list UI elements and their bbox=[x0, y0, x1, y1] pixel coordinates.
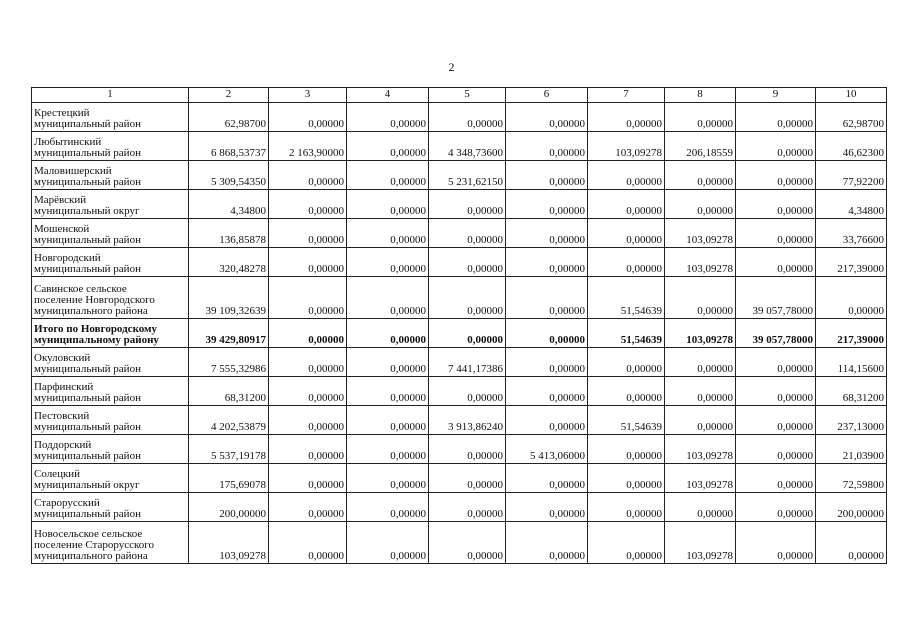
cell-col-8: 0,00000 bbox=[665, 277, 736, 319]
cell-col-7: 0,00000 bbox=[588, 248, 665, 277]
row-name-line: Новгородский bbox=[34, 252, 101, 264]
cell-col-7: 51,54639 bbox=[588, 319, 665, 348]
cell-col-7: 0,00000 bbox=[588, 377, 665, 406]
cell-col-2: 7 555,32986 bbox=[189, 348, 269, 377]
cell-col-2: 6 868,53737 bbox=[189, 132, 269, 161]
cell-col-7: 103,09278 bbox=[588, 132, 665, 161]
cell-col-6: 0,00000 bbox=[506, 348, 588, 377]
cell-col-5: 0,00000 bbox=[429, 248, 506, 277]
row-name-line: муниципальный район bbox=[34, 450, 141, 462]
cell-col-7: 0,00000 bbox=[588, 522, 665, 564]
table-row bbox=[32, 435, 887, 464]
column-header-5: 5 bbox=[429, 88, 506, 103]
row-name-line: Любытинский bbox=[34, 136, 102, 148]
total-row bbox=[32, 319, 887, 348]
cell-col-4: 0,00000 bbox=[347, 406, 429, 435]
table-row bbox=[32, 493, 887, 522]
cell-col-3: 0,00000 bbox=[269, 464, 347, 493]
cell-col-5: 7 441,17386 bbox=[429, 348, 506, 377]
table-row bbox=[32, 406, 887, 435]
cell-col-5: 0,00000 bbox=[429, 277, 506, 319]
cell-col-6: 5 413,06000 bbox=[506, 435, 588, 464]
cell-col-4: 0,00000 bbox=[347, 435, 429, 464]
cell-col-6: 0,00000 bbox=[506, 277, 588, 319]
cell-col-4: 0,00000 bbox=[347, 248, 429, 277]
row-name-line: муниципальный округ bbox=[34, 205, 140, 217]
cell-col-8: 0,00000 bbox=[665, 161, 736, 190]
row-name bbox=[32, 435, 189, 464]
table-row bbox=[32, 103, 887, 132]
cell-col-4: 0,00000 bbox=[347, 522, 429, 564]
row-name bbox=[32, 248, 189, 277]
cell-col-8: 103,09278 bbox=[665, 435, 736, 464]
table-row bbox=[32, 377, 887, 406]
cell-col-6: 0,00000 bbox=[506, 493, 588, 522]
cell-col-2: 62,98700 bbox=[189, 103, 269, 132]
cell-col-5: 0,00000 bbox=[429, 377, 506, 406]
cell-col-3: 0,00000 bbox=[269, 406, 347, 435]
row-name-line: муниципальный район bbox=[34, 118, 141, 130]
cell-col-5: 0,00000 bbox=[429, 464, 506, 493]
cell-col-9: 0,00000 bbox=[736, 348, 816, 377]
cell-col-9: 39 057,78000 bbox=[736, 319, 816, 348]
cell-col-10: 62,98700 bbox=[816, 103, 887, 132]
row-name-line: муниципальный округ bbox=[34, 479, 140, 491]
column-header-2: 2 bbox=[189, 88, 269, 103]
row-name-line: Новосельское сельское bbox=[34, 528, 143, 540]
cell-col-3: 0,00000 bbox=[269, 348, 347, 377]
column-header-8: 8 bbox=[665, 88, 736, 103]
cell-col-10: 77,92200 bbox=[816, 161, 887, 190]
cell-col-2: 5 309,54350 bbox=[189, 161, 269, 190]
cell-col-5: 0,00000 bbox=[429, 522, 506, 564]
row-name-line: Савинское сельское bbox=[34, 283, 127, 295]
cell-col-6: 0,00000 bbox=[506, 190, 588, 219]
cell-col-8: 103,09278 bbox=[665, 464, 736, 493]
cell-col-2: 68,31200 bbox=[189, 377, 269, 406]
cell-col-9: 0,00000 bbox=[736, 103, 816, 132]
cell-col-10: 68,31200 bbox=[816, 377, 887, 406]
cell-col-2: 175,69078 bbox=[189, 464, 269, 493]
cell-col-7: 0,00000 bbox=[588, 190, 665, 219]
cell-col-4: 0,00000 bbox=[347, 190, 429, 219]
cell-col-10: 4,34800 bbox=[816, 190, 887, 219]
table-row bbox=[32, 248, 887, 277]
cell-col-8: 0,00000 bbox=[665, 493, 736, 522]
cell-col-7: 51,54639 bbox=[588, 406, 665, 435]
cell-col-5: 0,00000 bbox=[429, 319, 506, 348]
row-name bbox=[32, 132, 189, 161]
cell-col-2: 136,85878 bbox=[189, 219, 269, 248]
cell-col-2: 320,48278 bbox=[189, 248, 269, 277]
cell-col-3: 0,00000 bbox=[269, 103, 347, 132]
row-name-line: Старорусский bbox=[34, 497, 100, 509]
page-number: 2 bbox=[448, 60, 455, 74]
cell-col-6: 0,00000 bbox=[506, 377, 588, 406]
table-body bbox=[32, 103, 887, 564]
cell-col-7: 0,00000 bbox=[588, 103, 665, 132]
row-name-line: Крестецкий bbox=[34, 107, 90, 119]
row-name bbox=[32, 219, 189, 248]
cell-col-4: 0,00000 bbox=[347, 161, 429, 190]
cell-col-10: 46,62300 bbox=[816, 132, 887, 161]
cell-col-9: 39 057,78000 bbox=[736, 277, 816, 319]
cell-col-9: 0,00000 bbox=[736, 377, 816, 406]
row-name-line: Поддорский bbox=[34, 439, 92, 451]
budget-table bbox=[31, 87, 887, 564]
cell-col-4: 0,00000 bbox=[347, 319, 429, 348]
table-row bbox=[32, 464, 887, 493]
cell-col-8: 103,09278 bbox=[665, 219, 736, 248]
cell-col-3: 0,00000 bbox=[269, 522, 347, 564]
table-row bbox=[32, 348, 887, 377]
cell-col-9: 0,00000 bbox=[736, 522, 816, 564]
row-name-line: Маловишерский bbox=[34, 165, 112, 177]
cell-col-3: 0,00000 bbox=[269, 493, 347, 522]
row-name-line: муниципальный район bbox=[34, 421, 141, 433]
row-name-line: Мошенской bbox=[34, 223, 90, 235]
cell-col-5: 3 913,86240 bbox=[429, 406, 506, 435]
row-name bbox=[32, 277, 189, 319]
cell-col-9: 0,00000 bbox=[736, 190, 816, 219]
row-name-line: муниципального района bbox=[34, 305, 148, 317]
row-name bbox=[32, 319, 189, 348]
cell-col-10: 0,00000 bbox=[816, 277, 887, 319]
cell-col-3: 2 163,90000 bbox=[269, 132, 347, 161]
row-name-line: поселение Старорусского bbox=[34, 539, 154, 551]
cell-col-4: 0,00000 bbox=[347, 132, 429, 161]
row-name-line: муниципальный район bbox=[34, 176, 141, 188]
row-name bbox=[32, 377, 189, 406]
table-row bbox=[32, 522, 887, 564]
row-name bbox=[32, 161, 189, 190]
cell-col-5: 0,00000 bbox=[429, 103, 506, 132]
cell-col-3: 0,00000 bbox=[269, 190, 347, 219]
row-name bbox=[32, 406, 189, 435]
row-name-line: муниципальный район bbox=[34, 147, 141, 159]
row-name-line: муниципальный район bbox=[34, 234, 141, 246]
cell-col-4: 0,00000 bbox=[347, 103, 429, 132]
column-header-10: 10 bbox=[816, 88, 887, 103]
row-name-line: муниципальному району bbox=[34, 334, 159, 346]
cell-col-6: 0,00000 bbox=[506, 464, 588, 493]
cell-col-7: 0,00000 bbox=[588, 435, 665, 464]
cell-col-3: 0,00000 bbox=[269, 161, 347, 190]
cell-col-6: 0,00000 bbox=[506, 522, 588, 564]
cell-col-5: 5 231,62150 bbox=[429, 161, 506, 190]
cell-col-8: 206,18559 bbox=[665, 132, 736, 161]
cell-col-8: 103,09278 bbox=[665, 319, 736, 348]
cell-col-7: 0,00000 bbox=[588, 464, 665, 493]
column-header-3: 3 bbox=[269, 88, 347, 103]
cell-col-4: 0,00000 bbox=[347, 464, 429, 493]
cell-col-2: 200,00000 bbox=[189, 493, 269, 522]
row-name-line: Солецкий bbox=[34, 468, 81, 480]
row-name bbox=[32, 348, 189, 377]
cell-col-3: 0,00000 bbox=[269, 219, 347, 248]
row-name-line: Окуловский bbox=[34, 352, 91, 364]
cell-col-9: 0,00000 bbox=[736, 248, 816, 277]
cell-col-4: 0,00000 bbox=[347, 348, 429, 377]
cell-col-6: 0,00000 bbox=[506, 406, 588, 435]
cell-col-10: 114,15600 bbox=[816, 348, 887, 377]
cell-col-9: 0,00000 bbox=[736, 219, 816, 248]
cell-col-8: 0,00000 bbox=[665, 190, 736, 219]
row-name-line: Пестовский bbox=[34, 410, 90, 422]
cell-col-7: 0,00000 bbox=[588, 348, 665, 377]
cell-col-6: 0,00000 bbox=[506, 103, 588, 132]
header-row bbox=[32, 88, 887, 103]
table-row bbox=[32, 277, 887, 319]
row-name-line: муниципальный район bbox=[34, 392, 141, 404]
cell-col-5: 0,00000 bbox=[429, 190, 506, 219]
cell-col-7: 0,00000 bbox=[588, 219, 665, 248]
cell-col-7: 51,54639 bbox=[588, 277, 665, 319]
cell-col-8: 0,00000 bbox=[665, 377, 736, 406]
cell-col-3: 0,00000 bbox=[269, 435, 347, 464]
cell-col-6: 0,00000 bbox=[506, 219, 588, 248]
cell-col-4: 0,00000 bbox=[347, 219, 429, 248]
cell-col-8: 0,00000 bbox=[665, 406, 736, 435]
cell-col-6: 0,00000 bbox=[506, 161, 588, 190]
row-name bbox=[32, 522, 189, 564]
cell-col-2: 39 109,32639 bbox=[189, 277, 269, 319]
column-header-6: 6 bbox=[506, 88, 588, 103]
column-header-4: 4 bbox=[347, 88, 429, 103]
column-header-7: 7 bbox=[588, 88, 665, 103]
cell-col-3: 0,00000 bbox=[269, 319, 347, 348]
cell-col-2: 4 202,53879 bbox=[189, 406, 269, 435]
row-name bbox=[32, 464, 189, 493]
row-name-line: Парфинский bbox=[34, 381, 94, 393]
cell-col-10: 72,59800 bbox=[816, 464, 887, 493]
cell-col-9: 0,00000 bbox=[736, 493, 816, 522]
table-row bbox=[32, 219, 887, 248]
cell-col-9: 0,00000 bbox=[736, 161, 816, 190]
cell-col-2: 5 537,19178 bbox=[189, 435, 269, 464]
cell-col-7: 0,00000 bbox=[588, 493, 665, 522]
row-name bbox=[32, 103, 189, 132]
cell-col-5: 0,00000 bbox=[429, 219, 506, 248]
cell-col-10: 237,13000 bbox=[816, 406, 887, 435]
cell-col-10: 217,39000 bbox=[816, 248, 887, 277]
row-name-line: муниципальный район bbox=[34, 263, 141, 275]
cell-col-9: 0,00000 bbox=[736, 406, 816, 435]
column-header-1: 1 bbox=[32, 88, 189, 103]
cell-col-4: 0,00000 bbox=[347, 377, 429, 406]
table-row bbox=[32, 190, 887, 219]
row-name-line: муниципальный район bbox=[34, 508, 141, 520]
cell-col-10: 0,00000 bbox=[816, 522, 887, 564]
row-name-line: муниципальный район bbox=[34, 363, 141, 375]
cell-col-6: 0,00000 bbox=[506, 248, 588, 277]
cell-col-4: 0,00000 bbox=[347, 277, 429, 319]
table-row bbox=[32, 161, 887, 190]
cell-col-10: 33,76600 bbox=[816, 219, 887, 248]
row-name-line: муниципального района bbox=[34, 550, 148, 562]
row-name bbox=[32, 190, 189, 219]
cell-col-3: 0,00000 bbox=[269, 377, 347, 406]
cell-col-3: 0,00000 bbox=[269, 277, 347, 319]
cell-col-10: 200,00000 bbox=[816, 493, 887, 522]
cell-col-9: 0,00000 bbox=[736, 132, 816, 161]
cell-col-3: 0,00000 bbox=[269, 248, 347, 277]
cell-col-9: 0,00000 bbox=[736, 464, 816, 493]
cell-col-8: 103,09278 bbox=[665, 522, 736, 564]
column-header-9: 9 bbox=[736, 88, 816, 103]
row-name bbox=[32, 493, 189, 522]
cell-col-5: 0,00000 bbox=[429, 435, 506, 464]
row-name-line: поселение Новгородского bbox=[34, 294, 155, 306]
table-row bbox=[32, 132, 887, 161]
row-name-line: Итого по Новгородскому bbox=[34, 323, 158, 335]
cell-col-10: 217,39000 bbox=[816, 319, 887, 348]
cell-col-2: 103,09278 bbox=[189, 522, 269, 564]
cell-col-5: 4 348,73600 bbox=[429, 132, 506, 161]
cell-col-8: 103,09278 bbox=[665, 248, 736, 277]
cell-col-2: 4,34800 bbox=[189, 190, 269, 219]
cell-col-10: 21,03900 bbox=[816, 435, 887, 464]
cell-col-2: 39 429,80917 bbox=[189, 319, 269, 348]
row-name-line: Марёвский bbox=[34, 194, 87, 206]
cell-col-6: 0,00000 bbox=[506, 132, 588, 161]
cell-col-7: 0,00000 bbox=[588, 161, 665, 190]
cell-col-8: 0,00000 bbox=[665, 348, 736, 377]
cell-col-8: 0,00000 bbox=[665, 103, 736, 132]
cell-col-5: 0,00000 bbox=[429, 493, 506, 522]
cell-col-4: 0,00000 bbox=[347, 493, 429, 522]
cell-col-6: 0,00000 bbox=[506, 319, 588, 348]
cell-col-9: 0,00000 bbox=[736, 435, 816, 464]
